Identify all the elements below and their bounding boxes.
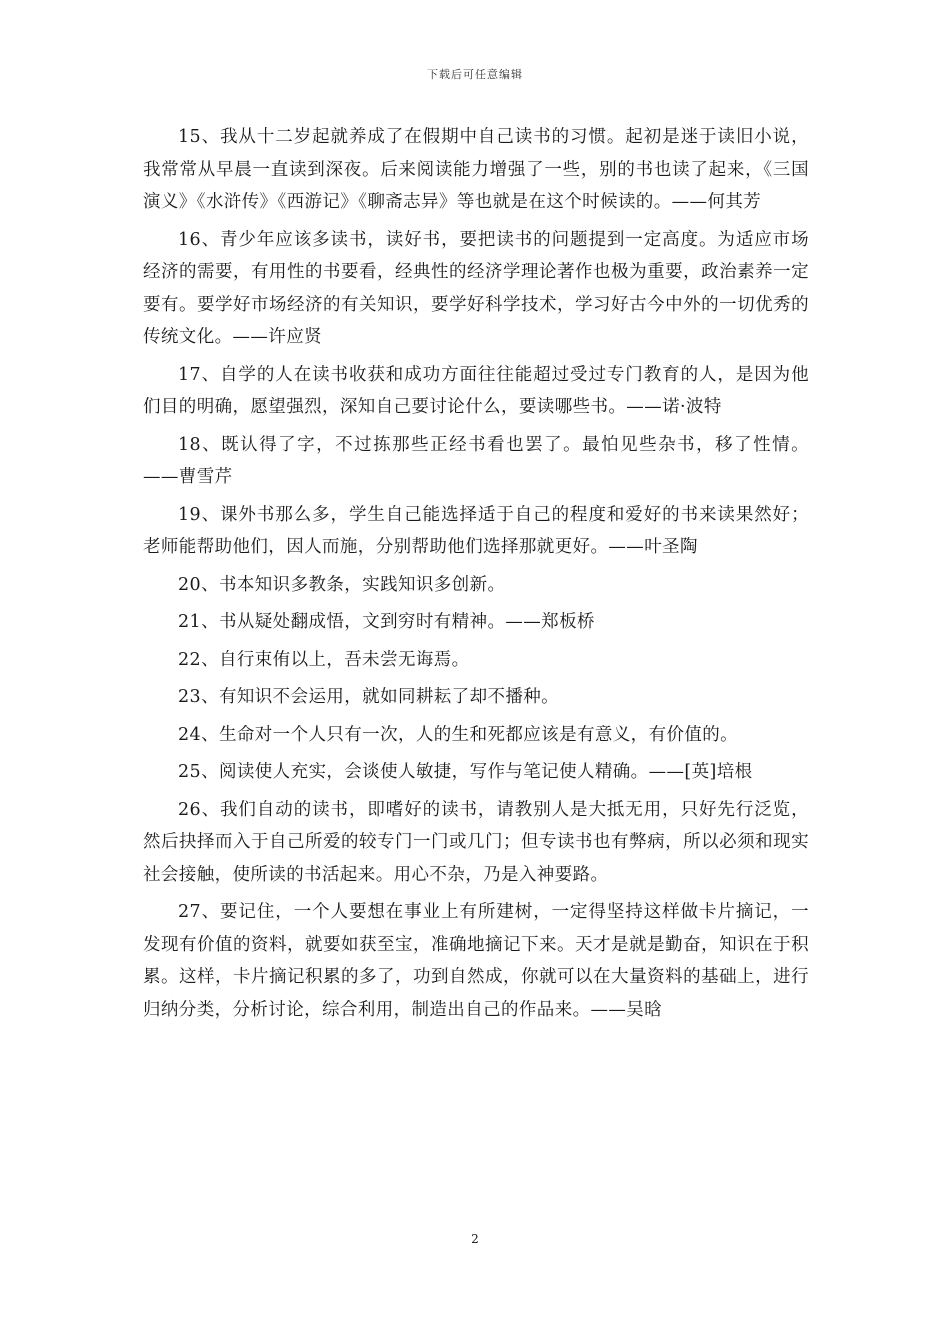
paragraph-quote-19: 19、课外书那么多，学生自己能选择适于自己的程度和爱好的书来读果然好；老师能帮助他们，因人而施，分别帮助他们选择那就更好。——叶圣陶 <box>143 504 809 557</box>
paragraph-quote-20: 20、书本知识多教条，实践知识多创新。 <box>178 574 506 595</box>
paragraph-quote-27: 27、要记住，一个人要想在事业上有所建树，一定得坚持这样做卡片摘记，一发现有价值的资料，就要如获至宝，准确地摘记下来。天才是就是勤奋，知识在于积累。这样，卡片摘记积累的多了，功到自然成，你就可以在大量资料的基础上，进行归纳分类，分析讨论，综合利用，制造出自己的作品来。——吴晗 <box>143 902 809 1020</box>
paragraph-quote-18: 18、既认得了字，不过拣那些正经书看也罢了。最怕见些杂书，移了性情。——曹雪芹 <box>143 434 809 487</box>
paragraph-quote-16: 16、青少年应该多读书，读好书，要把读书的问题提到一定高度。为适应市场经济的需要，有用性的书要看，经典性的经济学理论著作也极为重要，政治素养一定要有。要学好市场经济的有关知识，要学好科学技术，学习好古今中外的一切优秀的传统文化。——许应贤 <box>143 229 809 347</box>
paragraph-quote-26: 26、我们自动的读书，即嗜好的读书，请教别人是大抵无用，只好先行泛览，然后抉择而入于自己所爱的较专门一门或几门；但专读书也有弊病，所以必须和现实社会接触，使所读的书活起来。用心不杂，乃是入神要路。 <box>143 799 809 885</box>
paragraph-quote-22: 22、自行束侑以上，吾未尝无诲焉。 <box>178 649 470 670</box>
page-header: 下载后可任意编辑 <box>427 68 523 81</box>
paragraph-quote-17: 17、自学的人在读书收获和成功方面往往能超过受过专门教育的人，是因为他们目的明确，愿望强烈，深知自己要讨论什么，要读哪些书。——诺·波特 <box>143 364 809 417</box>
paragraph-quote-21: 21、书从疑处翻成悟，文到穷时有精神。——郑板桥 <box>178 612 595 632</box>
page-number: 2 <box>471 1232 479 1246</box>
document-body <box>143 121 809 1031</box>
paragraph-quote-24: 24、生命对一个人只有一次，人的生和死都应该是有意义，有价值的。 <box>178 724 739 745</box>
paragraph-quote-25: 25、阅读使人充实，会谈使人敏捷，写作与笔记使人精确。——[英]培根 <box>178 762 753 782</box>
paragraph-quote-15: 15、我从十二岁起就养成了在假期中自己读书的习惯。起初是迷于读旧小说，我常常从早晨一直读到深夜。后来阅读能力增强了一些，别的书也读了起来，《三国演义》《水浒传》《西游记》《聊斋志异》等也就是在这个时候读的。——何其芳 <box>143 127 809 212</box>
paragraph-quote-23: 23、有知识不会运用，就如同耕耘了却不播种。 <box>178 687 560 707</box>
